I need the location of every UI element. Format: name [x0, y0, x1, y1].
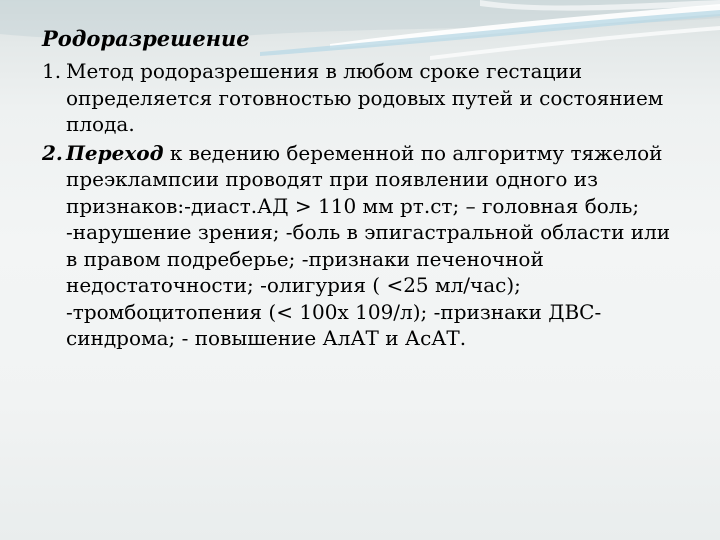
list-item-1: [42, 58, 682, 138]
slide-title: Родоразрешение: [42, 26, 250, 51]
item-number: 2.: [42, 140, 63, 165]
item-lead: Переход: [66, 140, 164, 165]
item-text: к ведению беременной по алгоритму тяжелой преэклампсии проводят при появлении одного из признаков:-диаст.АД > 110 мм рт.ст; – головная боль; -нарушение зрения; -боль в эпигастральной области или в правом подреберье; -признаки печеночной недостаточности; -олигурия ( <25 мл/час); -тромбоцитопения (< 100х 109/л); -признаки ДВС- синдрома; - повышение АлАТ и АсАТ.: [66, 140, 671, 350]
item-number: 1.: [42, 59, 62, 83]
slide-content: [42, 22, 682, 352]
item-text: Метод родоразрешения в любом сроке гестации определяется готовностью родовых путей и состоянием плода.: [66, 59, 664, 136]
list-item-2: [42, 140, 682, 352]
